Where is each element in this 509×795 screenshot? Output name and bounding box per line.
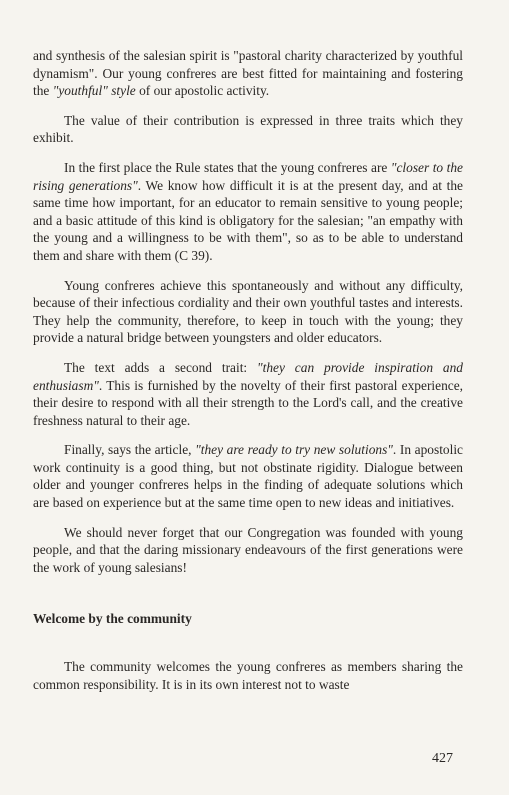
text-run: Finally, says the article, — [64, 442, 196, 458]
text-run: Young confreres achieve this spontaneously and without any difficulty, because of their infectious cordiality and their own youthful tastes and interests. They help the community, therefore, to keep in touch with the young; they provide a natural bridge between youngsters and older educators. — [33, 277, 463, 346]
paragraph-2 — [33, 112, 463, 147]
text-run: The value of their contribution is expressed in three traits which they exhibit. — [33, 112, 463, 146]
text-run: . We know how difficult it is at the present day, and at the same time how important, for an educator to remain sensitive to young people; and a basic attitude of this kind is obligatory for the salesian; "an empathy with the young and a willingness to be with them", so as to be able to understand them and share with them (C 39). — [33, 177, 464, 263]
text-run: The text adds a second trait: — [64, 359, 258, 375]
italic-quote: "youthful" style — [52, 83, 136, 99]
text-run: and synthesis of the salesian spirit is "pastoral charity characterized by youthful dynamism". Our young confreres are best fitted for maintaining and fostering the — [33, 48, 463, 99]
text-run: We should never forget that our Congregation was founded with young people, and that the daring missionary endeavours of the first generations were the work of young salesians! — [33, 524, 463, 575]
paragraph-5 — [33, 359, 463, 429]
italic-quote: "they can provide inspiration and enthusiasm" — [33, 359, 463, 393]
text-run: of our apostolic activity. — [135, 83, 270, 99]
italic-quote: "closer to the rising generations" — [33, 159, 463, 193]
section-heading: Welcome by the community — [33, 611, 192, 627]
paragraph-3 — [33, 159, 463, 265]
page-number: 427 — [432, 751, 453, 766]
paragraph-7 — [33, 524, 463, 577]
italic-quote: "they are ready to try new solutions" — [195, 442, 393, 458]
body-text — [33, 47, 463, 693]
paragraph-4 — [33, 277, 463, 347]
paragraph-8: The community welcomes the young confreres as members sharing the common responsibility. It is in its own interest not to waste — [33, 659, 463, 692]
text-run: . This is furnished by the novelty of their first pastoral experience, their desire to respond with all their strength to the Lord's call, and the creative freshness natural to their age. — [33, 377, 463, 428]
text-run: . In apostolic work continuity is a good thing, but not obstinate rigidity. Dialogue between older and younger confreres helps in the finding of adequate solutions which are based on experience but at the same time open to new ideas and initiatives. — [33, 442, 463, 511]
text-run: In the first place the Rule states that the young confreres are — [64, 159, 391, 175]
paragraph-1 — [33, 47, 463, 100]
paragraph-6 — [33, 441, 463, 511]
